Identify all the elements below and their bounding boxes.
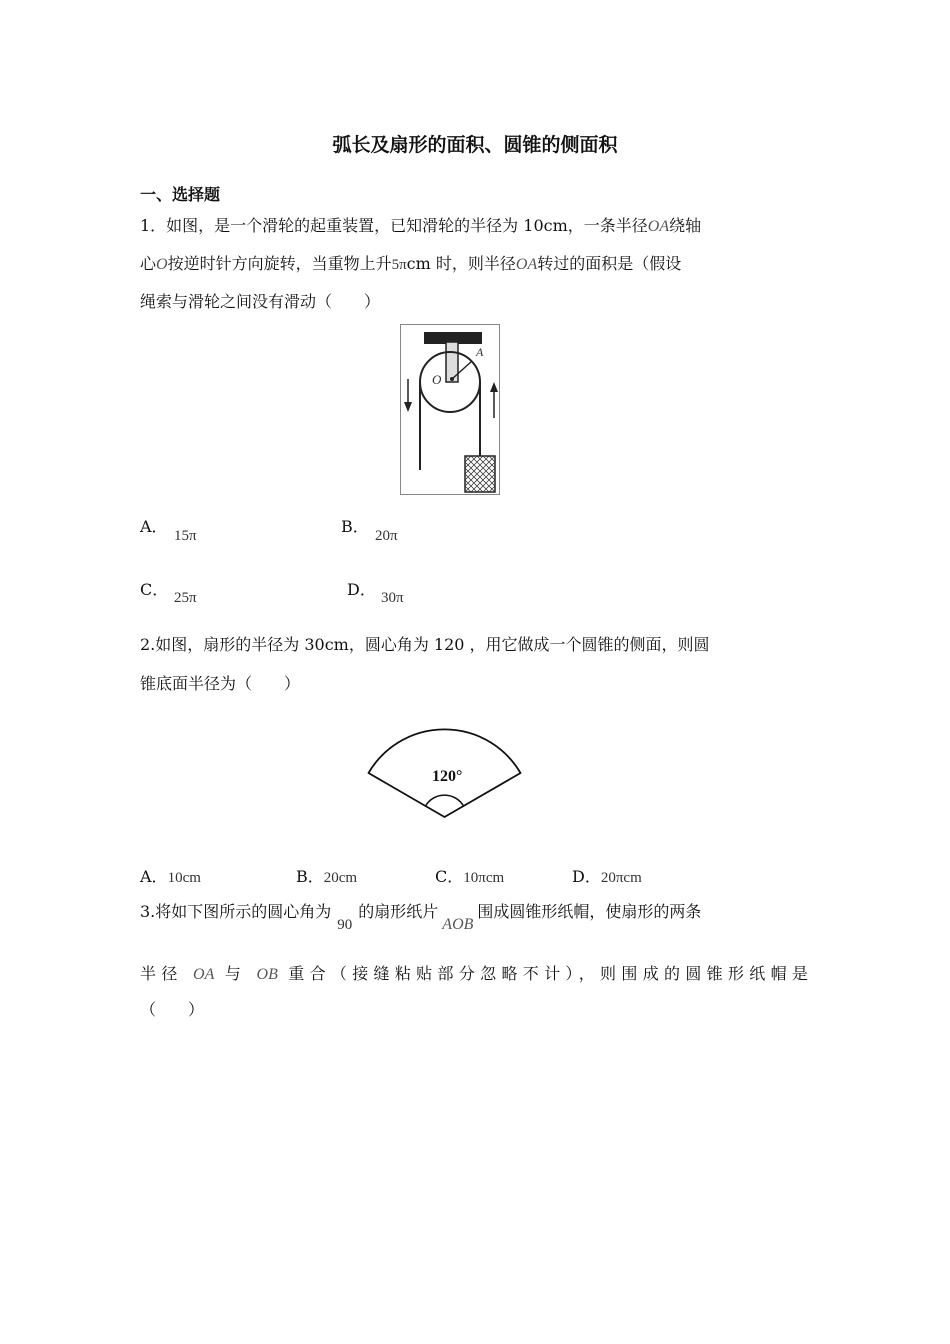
q1-var-oa: OA	[515, 256, 538, 273]
q1-option-b-value: 20π	[375, 528, 398, 544]
q1-text: 绕轴	[669, 216, 702, 235]
up-arrow-head	[490, 382, 498, 392]
q3-text: 与	[224, 964, 247, 983]
option-letter: D．	[572, 867, 601, 886]
q3-line-2	[140, 964, 808, 985]
q2-option-b[interactable]	[296, 864, 357, 887]
option-letter: D．	[347, 580, 376, 599]
q1-value-5pi: 5π	[391, 257, 407, 273]
weight-block	[465, 456, 495, 492]
q1-text: 1．如图，是一个滑轮的起重装置，已知滑轮的半径为 10cm，一条半径	[140, 216, 648, 235]
q3-text: 3.将如下图所示的圆心角为	[140, 902, 332, 921]
q3-text: 半径	[140, 964, 183, 983]
q2-option-d[interactable]	[572, 864, 642, 887]
option-letter: A．	[140, 517, 168, 536]
option-letter: B．	[341, 517, 369, 536]
angle-arc	[426, 795, 464, 806]
section-heading: 一、选择题	[140, 185, 221, 204]
option-value: 20cm	[323, 870, 358, 886]
q1-option-c-value: 25π	[174, 590, 197, 606]
q1-text: 心	[140, 254, 157, 273]
option-value: 10πcm	[463, 870, 505, 886]
down-arrow-head	[404, 402, 412, 412]
q3-var-ob: OB	[256, 966, 278, 983]
page-title: 弧长及扇形的面积、圆锥的侧面积	[332, 134, 618, 156]
option-value: 20πcm	[600, 870, 642, 886]
q3-line-1	[140, 902, 702, 933]
q1-option-a[interactable]	[140, 514, 168, 537]
q1-text: 按逆时针方向旋转，当重物上升	[167, 254, 392, 273]
q2-option-c[interactable]	[435, 864, 504, 887]
option-letter: A．	[140, 867, 168, 886]
q3-var-oa: OA	[193, 966, 215, 983]
option-letter: B．	[296, 867, 324, 886]
q3-var-aob: AOB	[442, 916, 474, 933]
q1-text: 转过的面积是（假设	[537, 254, 682, 273]
q3-text: 的扇形纸片	[358, 902, 439, 921]
q1-line-3: 绳索与滑轮之间没有滑动（ ）	[140, 292, 381, 311]
q3-text: 围成圆锥形纸帽，使扇形的两条	[477, 902, 702, 921]
q1-var-o: O	[156, 256, 168, 273]
label-o: O	[432, 372, 442, 387]
label-a: A	[476, 345, 484, 359]
q2-line-1: 2.如图，扇形的半径为 30cm，圆心角为 120 ，用它做成一个圆锥的侧面，则圆	[140, 635, 710, 654]
q1-var-oa: OA	[647, 218, 670, 235]
q3-text: 重合（接缝粘贴部分忽略不计），则围成的圆锥形纸帽是	[288, 964, 808, 983]
angle-label: 120°	[432, 768, 463, 785]
q3-value-90: 90	[337, 917, 353, 933]
option-value: 10cm	[167, 870, 201, 886]
q1-option-d-value: 30π	[381, 590, 404, 606]
q1-text: cm 时，则半径	[406, 254, 516, 273]
q1-option-c[interactable]	[140, 577, 168, 600]
q1-option-a-value: 15π	[174, 528, 197, 544]
q2-line-2: 锥底面半径为（ ）	[140, 674, 301, 693]
option-letter: C．	[140, 580, 169, 599]
sector-figure	[360, 728, 530, 820]
q3-line-3: （ ）	[140, 1000, 205, 1019]
option-letter: C．	[435, 867, 464, 886]
q1-option-b[interactable]	[341, 514, 369, 537]
q1-option-d[interactable]	[347, 577, 376, 600]
q2-option-a[interactable]	[140, 864, 201, 887]
q1-line-1	[140, 216, 701, 237]
pulley-figure	[400, 324, 500, 496]
q1-line-2	[140, 254, 681, 275]
